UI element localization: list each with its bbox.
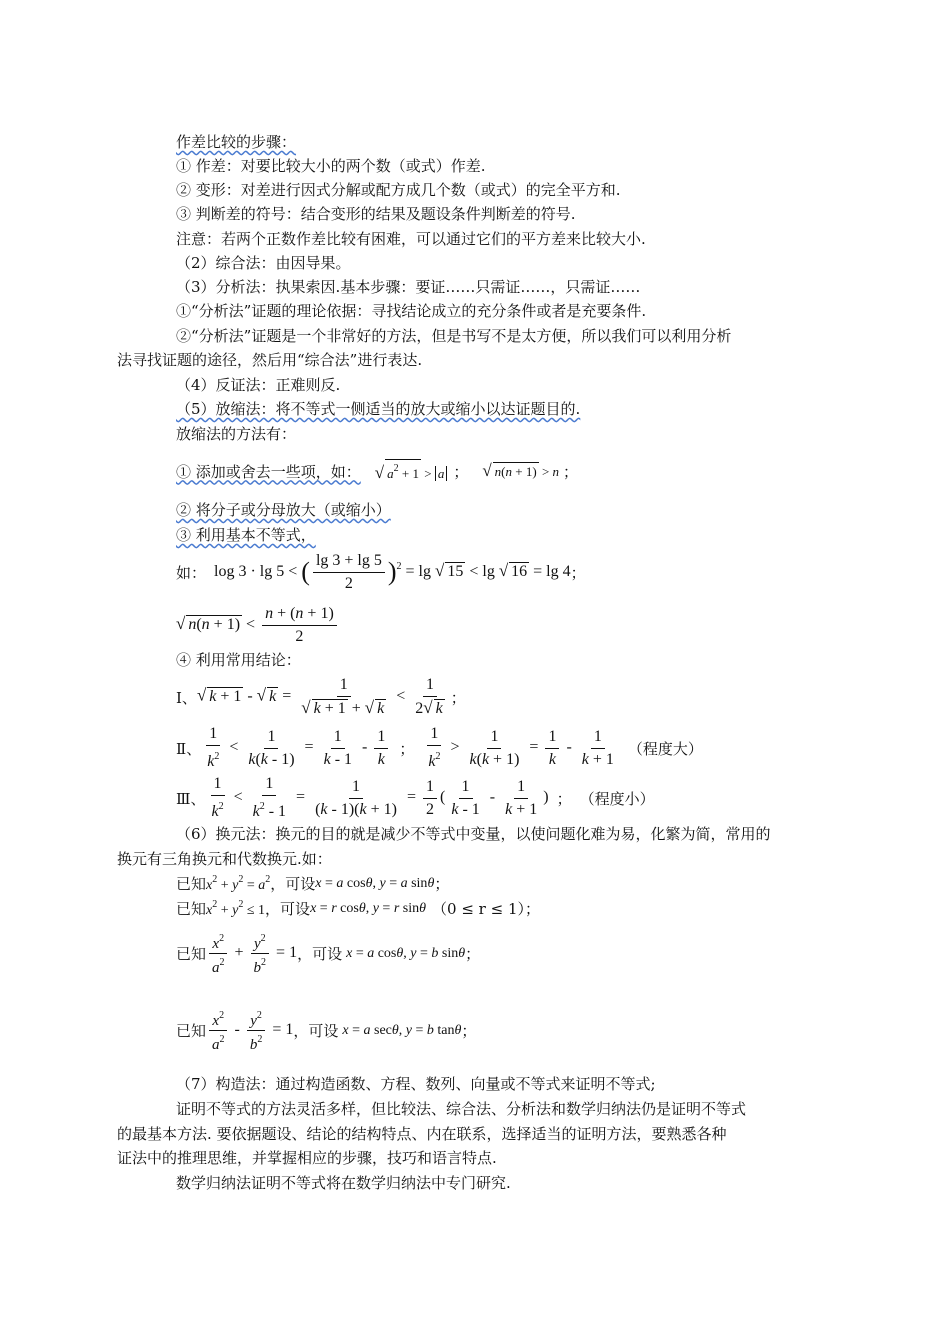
formula-sqrt-n-mean: √ n(n + 1) < $\frac{n + (n + 1)}{2}$: [176, 603, 340, 648]
known-label: 已知: [176, 875, 207, 893]
scaling-method-3: ③ 利用基本不等式，: [176, 526, 316, 544]
method-scaling: （5）放缩法：将不等式一侧适当的放大或缩小以达证题目的.: [176, 400, 581, 418]
example-label: 如：: [176, 564, 207, 582]
scaling-methods-heading: 放缩法的方法有：: [176, 425, 297, 443]
summary-line3: 证法中的推理思维，并掌握相应的步骤，技巧和语言特点.: [117, 1149, 497, 1167]
formula-sqrt-n: √ n(n + 1) > n: [482, 461, 560, 480]
formula-ellipse: $\frac{x^2}{a^2}$ + $\frac{y^2}{b^2}$ = 1: [206, 930, 297, 977]
scaling-method-1-label: ① 添加或舍去一些项，如：: [176, 462, 361, 481]
roman-1: Ⅰ、: [176, 688, 197, 707]
step-3: ③ 判断差的符号：结合变形的结果及题设条件判断差的符号.: [176, 205, 576, 223]
scaling-method-1: ① 添加或舍去一些项，如： √ $a^2 + 1 > a$ ； √ n(n + 1) > n ；: [176, 461, 579, 482]
degree-large-note: （程度大）: [627, 739, 703, 758]
known-label: 已知: [176, 900, 207, 918]
induction-note: 数学归纳法证明不等式将在数学归纳法中专门研究.: [176, 1174, 511, 1192]
can-set-label: ，可设: [297, 945, 343, 963]
formula-sqrt-a2: √ $a^2 + 1 > a$: [375, 459, 448, 483]
step-2: ② 变形：对差进行因式分解或配方成几个数（或式）的完全平方和.: [176, 181, 621, 199]
formula-conclusion-1: √ k + 1 - √ k = $\frac{1}{√ k + 1 + √ k}$ < $\frac{1}{2√ k}$: [196, 676, 443, 717]
formula-disk-sub: x = r cosθ, y = r sinθ: [310, 900, 427, 916]
method-substitution-line2: 换元有三角换元和代数换元.如：: [117, 850, 332, 868]
formula-disk: $x^2 + y^2 \le 1$: [206, 898, 266, 918]
note-line: 注意：若两个正数作差比较有困难，可以通过它们的平方差来比较大小.: [176, 230, 646, 248]
method-analysis: （3）分析法：执果索因.基本步骤：要证……只需证……，只需证……: [176, 278, 641, 296]
method-construction: （7）构造法：通过构造函数、方程、数列、向量或不等式来证明不等式;: [176, 1075, 656, 1093]
formula-conclusion-3: $\frac{1}{k^2}$ < $\frac{1}{k^2 - 1}$ = $\frac{1}{(k - 1)(k + 1)}$ = $\frac{1}{2}$ ( $\frac{1}{k - 1}$ - $\frac{1}{k + 1}$ ): [211, 775, 549, 820]
range-note: （0 ≤ r ≤ 1）；: [432, 900, 540, 918]
analysis-note-line2: 法寻找证题的途径，然后用“综合法”进行表达.: [117, 351, 423, 369]
substitution-example-2: [176, 898, 540, 919]
analysis-basis: ①“分析法”证题的理论依据：寻找结论成立的充分条件或者是充要条件.: [176, 302, 647, 320]
method-substitution-line1: （6）换元法：换元的目的就是减少不等式中变量，以使问题化难为易，化繁为简，常用的: [176, 825, 771, 843]
formula-conclusion-2a: $\frac{1}{k^2}$ < $\frac{1}{k(k - 1)}$ = $\frac{1}{k - 1}$ - $\frac{1}{k}$: [201, 723, 391, 773]
formula-hyperbola: $\frac{x^2}{a^2}$ - $\frac{y^2}{b^2}$ = 1: [206, 1007, 293, 1054]
method-contradiction: （4）反证法：正难则反.: [176, 376, 341, 394]
formula-circle: $x^2 + y^2 = a^2$: [206, 873, 271, 893]
formula-conclusion-2b: $\frac{1}{k^2}$ > $\frac{1}{k(k + 1)}$ = $\frac{1}{k}$ - $\frac{1}{k + 1}$: [428, 725, 614, 770]
substitution-example-4: 已知 $\frac{x^2}{a^2}$ - $\frac{y^2}{b^2}$ = 1 ，可设 x = a secθ, y = b tanθ ；: [176, 1007, 476, 1054]
degree-small-note: （程度小）: [579, 789, 655, 808]
conclusion-2: Ⅱ、 $\frac{1}{k^2}$ < $\frac{1}{k(k - 1)}$ = $\frac{1}{k - 1}$ - $\frac{1}{k}$ ； $\frac{1}{k^2}$ > $\frac{1}{k(k + 1)}$ = $\frac{1}{k}$ - $\frac{1}{k + 1}$ （程度大）: [176, 723, 703, 773]
substitution-example-1: 已知 $x^2 + y^2 = a^2$ ，可设 x = a cosθ, y = a sinθ ；: [176, 873, 450, 893]
step-1: ① 作差：对要比较大小的两个数（或式）作差.: [176, 157, 486, 175]
known-label: 已知: [176, 945, 207, 963]
formula-sqrt-mean: [176, 603, 340, 648]
formula-log-product: log 3 · lg 5 < ( $\frac{\lg 3 + \lg 5}{2}$ )$^2$ = lg √ 15 < lg √ 16 = lg 4: [214, 552, 571, 592]
conclusion-3: Ⅲ、 $\frac{1}{k^2}$ < $\frac{1}{k^2 - 1}$ = $\frac{1}{(k - 1)(k + 1)}$ = $\frac{1}{2}$ ( $\frac{1}{k - 1}$ - $\frac{1}{k + 1}$ ) ； （程度小）: [176, 773, 655, 823]
conclusion-1: Ⅰ、 √ k + 1 - √ k = $\frac{1}{√ k + 1 + √ k}$ < $\frac{1}{2√ k}$ ；: [176, 674, 466, 720]
roman-2: Ⅱ、: [176, 739, 202, 758]
scaling-method-2: ② 将分子或分母放大（或缩小）: [176, 501, 391, 519]
scaling-method-4: ④ 利用常用结论：: [176, 651, 301, 669]
analysis-note-line1: ②“分析法”证题是一个非常好的方法，但是书写不是太方便，所以我们可以利用分析: [176, 327, 732, 345]
formula-hyperbola-sub: x = a secθ, y = b tanθ: [342, 1022, 462, 1038]
known-label: 已知: [176, 1022, 207, 1040]
substitution-example-3: 已知 $\frac{x^2}{a^2}$ + $\frac{y^2}{b^2}$ = 1 ，可设 x = a cosθ, y = b sinθ ；: [176, 930, 480, 977]
heading-subtract-compare: 作差比较的步骤：: [176, 133, 297, 151]
summary-line2: 的最基本方法. 要依据题设、结论的结构特点、内在联系，选择适当的证明方法，要熟悉各种: [117, 1125, 727, 1143]
can-set-label: ，可设: [293, 1022, 339, 1040]
can-set-label: ，可设: [265, 900, 311, 918]
summary-line1: 证明不等式的方法灵活多样，但比较法、综合法、分析法和数学归纳法仍是证明不等式: [176, 1100, 747, 1118]
basic-inequality-example: 如： log 3 · lg 5 < ( $\frac{\lg 3 + \lg 5}{2}$ )$^2$ = lg √ 15 < lg √ 16 = lg 4 ；: [176, 550, 586, 595]
roman-3: Ⅲ、: [176, 789, 206, 808]
formula-circle-sub: x = a cosθ, y = a sinθ: [315, 875, 435, 891]
formula-ellipse-sub: x = a cosθ, y = b sinθ: [346, 945, 466, 961]
can-set-label: ，可设: [270, 875, 316, 893]
method-synthesis: （2）综合法：由因导果。: [176, 254, 351, 272]
